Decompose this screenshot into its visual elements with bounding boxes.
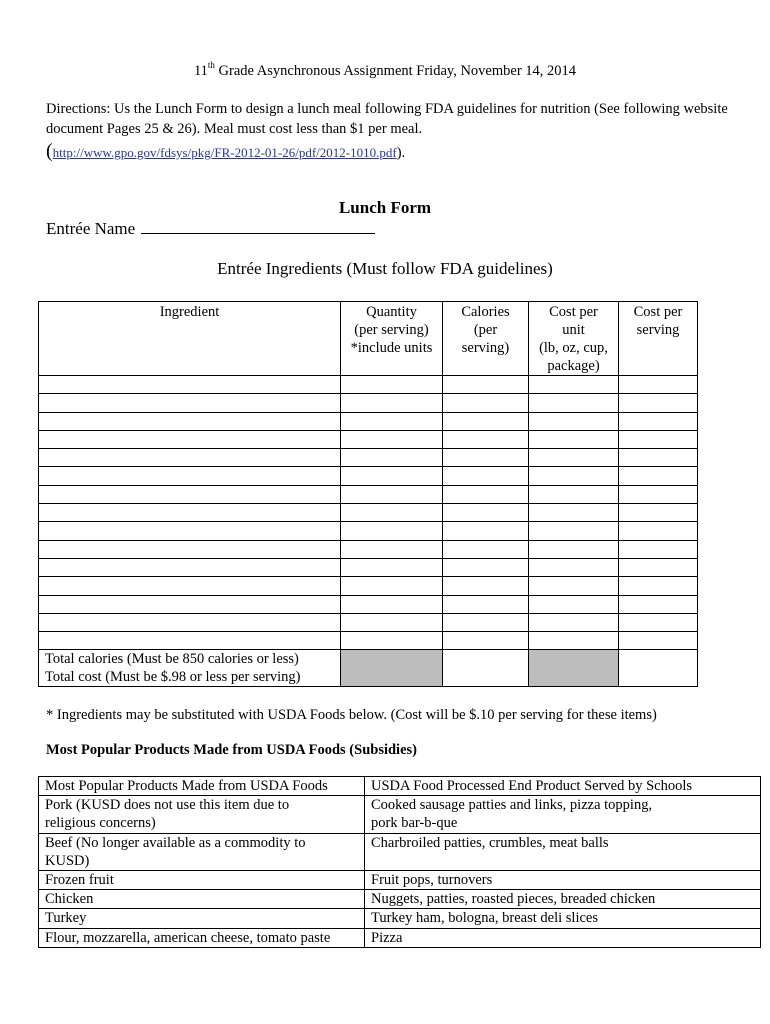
calories-cell[interactable] [443,376,529,394]
quantity-cell[interactable] [341,376,443,394]
ingredient-cell[interactable] [39,540,341,558]
grade-number: 11 [193,63,208,79]
cost-per-serving-cell[interactable] [619,613,698,631]
cost-per-serving-cell[interactable] [619,577,698,595]
ingredient-row [39,485,698,503]
entree-name-blank[interactable] [141,219,375,234]
usda-food-cell: Turkey [39,909,365,928]
header-ingredient: Ingredient [39,302,341,376]
ingredient-cell[interactable] [39,577,341,595]
heading-text: Grade Asynchronous Assignment Friday, November 14, 2014 [214,63,577,79]
form-title: Lunch Form [338,198,432,217]
header-cost-per-serving: Cost per serving [619,302,698,376]
quantity-cell[interactable] [341,558,443,576]
cost-per-serving-cell[interactable] [619,504,698,522]
calories-cell[interactable] [443,485,529,503]
reference-link-line [46,142,405,162]
grade-suffix: th [207,60,215,71]
calories-cell[interactable] [443,558,529,576]
quantity-cell[interactable] [341,504,443,522]
calories-cell[interactable] [443,394,529,412]
cost-per-unit-cell[interactable] [529,394,619,412]
cost-per-unit-cell[interactable] [529,485,619,503]
quantity-cell[interactable] [341,467,443,485]
open-paren: ( [46,140,53,162]
usda-rows [39,777,761,948]
usda-table-row [39,833,761,870]
calories-cell[interactable] [443,613,529,631]
cost-per-unit-cell[interactable] [529,449,619,467]
cost-per-unit-cell[interactable] [529,412,619,430]
ingredient-row [39,394,698,412]
ingredient-row [39,467,698,485]
ingredients-table [38,301,698,687]
end-product-cell: Turkey ham, bologna, breast deli slices [365,909,761,928]
totals-cost-unit-shaded [529,650,619,687]
calories-cell[interactable] [443,632,529,650]
ingredients-title: Entrée Ingredients (Must follow FDA guidelines) [217,259,553,278]
cost-per-unit-cell[interactable] [529,540,619,558]
ingredient-cell[interactable] [39,558,341,576]
usda-section-title: Most Popular Products Made from USDA Foods (Subsidies) [46,742,417,758]
calories-cell[interactable] [443,540,529,558]
ingredient-cell[interactable] [39,595,341,613]
quantity-cell[interactable] [341,449,443,467]
ingredient-row [39,412,698,430]
cost-per-unit-cell[interactable] [529,376,619,394]
totals-quantity-shaded [341,650,443,687]
calories-cell[interactable] [443,522,529,540]
usda-food-cell: Beef (No longer available as a commodity to KUSD) [39,833,365,870]
cost-per-serving-cell[interactable] [619,394,698,412]
substitution-note: * Ingredients may be substituted with USDA Foods below. (Cost will be $.10 per serving for these items) [46,707,657,723]
cost-per-serving-cell[interactable] [619,412,698,430]
quantity-cell[interactable] [341,577,443,595]
quantity-cell[interactable] [341,522,443,540]
calories-cell[interactable] [443,504,529,522]
ingredient-row [39,577,698,595]
end-product-cell: Pizza [365,928,761,947]
usda-table-row [39,796,761,833]
totals-label [39,650,341,687]
cost-per-unit-cell[interactable] [529,522,619,540]
cost-per-serving-cell[interactable] [619,485,698,503]
entree-name-field [46,219,375,238]
ingredient-row [39,613,698,631]
cost-per-serving-cell[interactable] [619,558,698,576]
ingredient-cell[interactable] [39,522,341,540]
ingredient-row [39,632,698,650]
ingredient-row [39,595,698,613]
calories-cell[interactable] [443,412,529,430]
cost-per-unit-cell[interactable] [529,577,619,595]
ingredient-cell[interactable] [39,376,341,394]
ingredient-row [39,449,698,467]
ingredient-cell[interactable] [39,394,341,412]
cost-per-serving-cell[interactable] [619,595,698,613]
quantity-cell[interactable] [341,430,443,448]
assignment-heading [0,62,770,80]
cost-per-serving-cell[interactable] [619,430,698,448]
quantity-cell[interactable] [341,595,443,613]
cost-per-unit-cell[interactable] [529,558,619,576]
cost-per-serving-cell[interactable] [619,449,698,467]
reference-link[interactable]: http://www.gpo.gov/fdsys/pkg/FR-2012-01-26/pdf/2012-1010.pdf [52,145,397,160]
quantity-cell[interactable] [341,632,443,650]
total-cost-label: Total cost (Must be $.98 or less per serving) [45,669,301,686]
ingredient-cell[interactable] [39,485,341,503]
quantity-cell[interactable] [341,485,443,503]
quantity-cell[interactable] [341,394,443,412]
usda-table-row [39,890,761,909]
end-product-cell: Cooked sausage patties and links, pizza topping, pork bar-b-que [365,796,761,833]
usda-table-row [39,777,761,796]
ingredient-cell[interactable] [39,449,341,467]
calories-cell[interactable] [443,595,529,613]
usda-food-cell: Chicken [39,890,365,909]
quantity-cell[interactable] [341,540,443,558]
usda-table-row [39,928,761,947]
cost-per-serving-cell[interactable] [619,540,698,558]
usda-food-cell: Most Popular Products Made from USDA Foods [39,777,365,796]
usda-table-row [39,909,761,928]
ingredient-cell[interactable] [39,430,341,448]
cost-per-serving-cell[interactable] [619,632,698,650]
ingredient-rows [39,376,698,650]
usda-food-cell: Frozen fruit [39,871,365,890]
end-product-cell: USDA Food Processed End Product Served by Schools [365,777,761,796]
entree-name-label: Entrée Name [46,219,136,238]
cost-per-unit-cell[interactable] [529,595,619,613]
ingredient-cell[interactable] [39,504,341,522]
totals-row [39,650,698,687]
end-product-cell: Charbroiled patties, crumbles, meat balls [365,833,761,870]
quantity-cell[interactable] [341,613,443,631]
cost-per-unit-cell[interactable] [529,632,619,650]
ingredient-cell[interactable] [39,467,341,485]
ingredients-header-row [39,302,698,376]
cost-per-unit-cell[interactable] [529,613,619,631]
ingredient-row [39,430,698,448]
usda-products-table [38,776,761,948]
calories-cell[interactable] [443,430,529,448]
total-cost-cell[interactable] [619,650,698,687]
ingredient-cell[interactable] [39,412,341,430]
end-product-cell: Nuggets, patties, roasted pieces, breaded chicken [365,890,761,909]
calories-cell[interactable] [443,449,529,467]
header-quantity: Quantity (per serving) *include units [341,302,443,376]
cost-per-unit-cell[interactable] [529,467,619,485]
ingredient-row [39,376,698,394]
ingredient-row [39,558,698,576]
cost-per-unit-cell[interactable] [529,504,619,522]
header-calories: Calories (per serving) [443,302,529,376]
cost-per-serving-cell[interactable] [619,376,698,394]
quantity-cell[interactable] [341,412,443,430]
ingredient-row [39,540,698,558]
ingredient-cell[interactable] [39,632,341,650]
usda-food-cell: Flour, mozzarella, american cheese, tomato paste [39,928,365,947]
directions-text: Directions: Us the Lunch Form to design a lunch meal following FDA guidelines for nutrition (See following website document Pages 25 & 26). Meal must cost less than $1 per meal. [46,101,728,137]
ingredient-row [39,522,698,540]
end-product-cell: Fruit pops, turnovers [365,871,761,890]
cost-per-serving-cell[interactable] [619,467,698,485]
total-calories-cell[interactable] [443,650,529,687]
usda-food-cell: Pork (KUSD does not use this item due to religious concerns) [39,796,365,833]
close-paren: ). [396,145,406,161]
ingredient-cell[interactable] [39,613,341,631]
header-cost-per-unit: Cost per unit (lb, oz, cup, package) [529,302,619,376]
ingredient-row [39,504,698,522]
calories-cell[interactable] [443,577,529,595]
calories-cell[interactable] [443,467,529,485]
usda-table-row [39,871,761,890]
total-calories-label: Total calories (Must be 850 calories or less) [45,651,299,668]
cost-per-unit-cell[interactable] [529,430,619,448]
cost-per-serving-cell[interactable] [619,522,698,540]
